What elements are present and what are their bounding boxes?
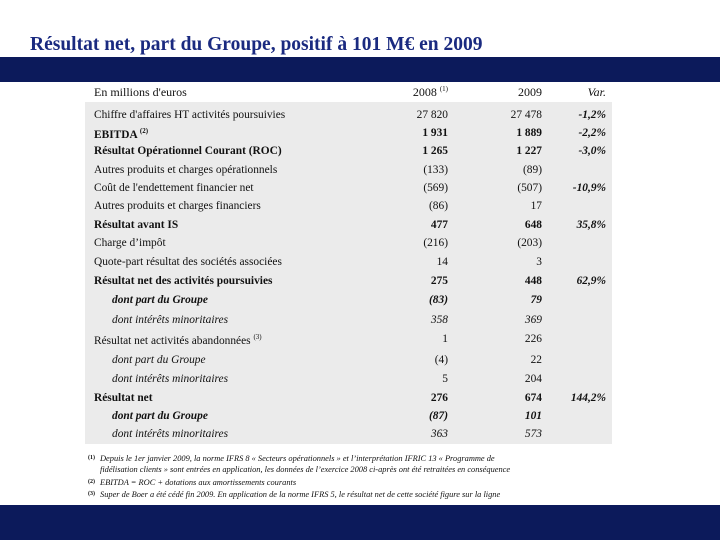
row-label bbox=[94, 182, 254, 194]
row-label-text: Chiffre d'affaires HT activités poursuivies bbox=[94, 109, 286, 121]
value-2008: (569) bbox=[423, 182, 448, 194]
table-row bbox=[0, 354, 720, 372]
value-variation: 35,8% bbox=[576, 219, 606, 231]
value-2008: (4) bbox=[434, 354, 448, 366]
value-variation: -1,2% bbox=[578, 109, 606, 121]
table-row bbox=[0, 314, 720, 332]
row-label bbox=[94, 127, 148, 141]
row-label bbox=[94, 200, 261, 212]
value-2008: 1 bbox=[442, 333, 448, 345]
value-2008: 276 bbox=[430, 392, 448, 404]
row-label-text: Autres produits et charges opérationnels bbox=[94, 164, 278, 176]
row-label bbox=[94, 164, 277, 176]
column-header-var: Var. bbox=[587, 85, 606, 99]
value-2008: 1 265 bbox=[422, 145, 448, 157]
value-2009: 648 bbox=[524, 219, 542, 231]
row-label-text: dont intérêts minoritaires bbox=[112, 314, 229, 326]
value-2009: 79 bbox=[530, 294, 542, 306]
row-label bbox=[94, 392, 153, 404]
table-row bbox=[0, 164, 720, 182]
value-2008: 275 bbox=[430, 275, 448, 287]
row-label-text: dont part du Groupe bbox=[112, 294, 208, 306]
row-label bbox=[94, 256, 282, 268]
table-row bbox=[0, 256, 720, 274]
value-2008: 1 931 bbox=[422, 127, 448, 139]
table-row bbox=[0, 294, 720, 312]
row-label bbox=[94, 333, 262, 347]
value-variation: 62,9% bbox=[576, 275, 606, 287]
value-variation: -2,2% bbox=[578, 127, 606, 139]
table-row bbox=[0, 333, 720, 351]
table-row bbox=[0, 392, 720, 410]
value-2009: 448 bbox=[524, 275, 542, 287]
row-label bbox=[112, 354, 206, 366]
row-label-text: dont intérêts minoritaires bbox=[112, 373, 229, 385]
row-label bbox=[94, 145, 282, 157]
value-2008: (86) bbox=[429, 200, 448, 212]
row-label bbox=[112, 314, 228, 326]
value-2009: 17 bbox=[530, 200, 542, 212]
row-label-text: Autres produits et charges financiers bbox=[94, 200, 261, 212]
unit-label: En millions d'euros bbox=[94, 85, 187, 99]
value-2008: 363 bbox=[430, 428, 448, 440]
row-label bbox=[94, 109, 285, 121]
table-row bbox=[0, 275, 720, 293]
table-row bbox=[0, 182, 720, 200]
row-note: (2) bbox=[139, 127, 149, 135]
column-header-2008-note: (1) bbox=[439, 85, 448, 93]
row-label-text: Résultat net activités abandonnées bbox=[94, 334, 251, 347]
row-label bbox=[112, 428, 228, 440]
table-row bbox=[0, 219, 720, 237]
value-2008: (216) bbox=[423, 237, 448, 249]
row-label bbox=[94, 275, 272, 287]
column-header-2008: 2008 $^{(1)}$ bbox=[412, 85, 448, 99]
value-variation: 144,2% bbox=[570, 392, 606, 404]
value-2008: 477 bbox=[430, 219, 448, 231]
top-band bbox=[0, 57, 720, 82]
column-header-2009: 2009 bbox=[518, 85, 542, 99]
value-2008: 5 bbox=[442, 373, 448, 385]
value-2008: 358 bbox=[430, 314, 448, 326]
table-row bbox=[0, 237, 720, 255]
row-label bbox=[112, 373, 228, 385]
value-2009: 101 bbox=[524, 410, 542, 422]
value-2009: (507) bbox=[517, 182, 542, 194]
footnote-text: Depuis le 1er janvier 2009, la norme IFRS 8 « Secteurs opérationnels » et l’interprétation IFRIC 13 « Programme de bbox=[100, 454, 495, 463]
row-label-text: Quote-part résultat des sociétés associées bbox=[94, 256, 282, 268]
row-label-text: Charge d’impôt bbox=[94, 237, 166, 249]
value-2009: 674 bbox=[524, 392, 542, 404]
value-2009: 1 889 bbox=[516, 127, 542, 139]
table-row bbox=[0, 373, 720, 391]
table-row bbox=[0, 200, 720, 218]
value-2009: 573 bbox=[524, 428, 542, 440]
value-2009: 3 bbox=[536, 256, 542, 268]
footnote-text: EBITDA = ROC + dotations aux amortissements courants bbox=[100, 478, 297, 487]
value-variation: -3,0% bbox=[578, 145, 606, 157]
value-2009: 22 bbox=[530, 354, 542, 366]
footnote-text: Super de Boer a été cédé fin 2009. En application de la norme IFRS 5, le résultat net de cette société figure sur la ligne bbox=[100, 490, 501, 499]
row-label bbox=[112, 294, 208, 306]
value-2008: (83) bbox=[429, 294, 448, 306]
value-2009: 226 bbox=[524, 333, 542, 345]
value-2008: 27 820 bbox=[416, 109, 448, 121]
value-2008: (133) bbox=[423, 164, 448, 176]
value-2008: 14 bbox=[436, 256, 448, 268]
footnote-marker: (3) bbox=[88, 491, 95, 497]
value-2009: (89) bbox=[523, 164, 542, 176]
bottom-band bbox=[0, 505, 720, 540]
footnote-marker: (1) bbox=[88, 455, 95, 461]
row-label bbox=[112, 410, 208, 422]
value-2009: 369 bbox=[524, 314, 542, 326]
table-row bbox=[0, 410, 720, 428]
row-label-text: Coût de l'endettement financier net bbox=[94, 182, 254, 194]
footnote-text: fidélisation clients » sont entrées en application, les données de l’exercice 2008 ci-après ont été retraitées en conséquence bbox=[100, 465, 511, 474]
table-row bbox=[0, 145, 720, 163]
row-label-text: dont intérêts minoritaires bbox=[112, 428, 229, 440]
row-label-text: Résultat avant IS bbox=[94, 219, 179, 231]
row-label-text: Résultat net bbox=[94, 392, 153, 404]
value-variation: -10,9% bbox=[572, 182, 606, 194]
row-label-text: dont part du Groupe bbox=[112, 410, 208, 422]
value-2009: 1 227 bbox=[516, 145, 542, 157]
row-note: (3) bbox=[253, 333, 262, 341]
footnote-marker: (2) bbox=[88, 479, 95, 485]
slide-title: Résultat net, part du Groupe, positif à 101 M€ en 2009 bbox=[30, 34, 483, 55]
value-2009: 27 478 bbox=[510, 109, 542, 121]
row-label bbox=[94, 219, 178, 231]
row-label-text: Résultat Opérationnel Courant (ROC) bbox=[94, 145, 282, 157]
table-row bbox=[0, 127, 720, 145]
row-label bbox=[94, 237, 166, 249]
row-label-text: dont part du Groupe bbox=[112, 354, 206, 366]
value-2009: 204 bbox=[524, 373, 542, 385]
row-label-text: Résultat net des activités poursuivies bbox=[94, 275, 273, 287]
table-row bbox=[0, 109, 720, 127]
value-2008: (87) bbox=[429, 410, 448, 422]
table-row bbox=[0, 428, 720, 446]
value-2009: (203) bbox=[517, 237, 542, 249]
row-label-text: EBITDA bbox=[94, 128, 138, 141]
